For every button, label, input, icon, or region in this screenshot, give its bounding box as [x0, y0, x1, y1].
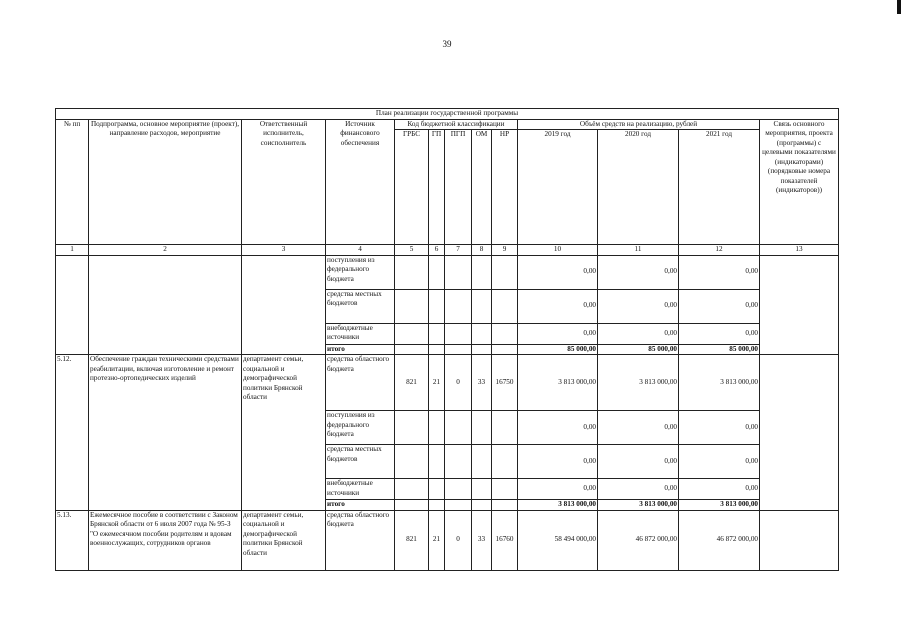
carry-name-cell: [89, 255, 242, 355]
amount-2019: 58 494 000,00: [518, 510, 598, 570]
om-cell: 33: [472, 510, 492, 570]
amount-2021: 0,00: [679, 445, 760, 479]
header-om: ОМ: [472, 130, 492, 245]
header-grbs: ГРБС: [395, 130, 429, 245]
grbs-cell: 821: [395, 510, 429, 570]
gp-cell: 21: [429, 355, 445, 411]
amount-2021: 46 872 000,00: [679, 510, 760, 570]
column-number: 7: [445, 245, 472, 256]
pgp-cell: 0: [445, 355, 472, 411]
amount-2021: 0,00: [679, 323, 760, 344]
amount-2020: 46 872 000,00: [598, 510, 679, 570]
header-subprogram: Подпрограмма, основное мероприятие (проект), направление расходов, мероприятие: [89, 119, 242, 245]
source-cell: средства местных бюджетов: [326, 445, 395, 479]
amount-2019: 0,00: [518, 255, 598, 289]
source-cell: внебюджетные источники: [326, 323, 395, 344]
amount-2019: 0,00: [518, 411, 598, 445]
total-2019: 3 813 000,00: [518, 500, 598, 511]
total-label: итого: [326, 344, 395, 355]
column-number: 10: [518, 245, 598, 256]
nr-cell: 16750: [492, 355, 518, 411]
item-executor: департамент семьи, социальной и демографической политики Брянской области: [242, 355, 326, 511]
header-pgp: ПГП: [445, 130, 472, 245]
amount-2019: 0,00: [518, 323, 598, 344]
header-indicator-link: Связь основного мероприятия, проекта (программы) с целевыми показателями (индикаторами) (порядковые номера показателей (индикаторов)): [760, 119, 839, 245]
amount-2021: 3 813 000,00: [679, 355, 760, 411]
amount-2019: 0,00: [518, 445, 598, 479]
column-number: 8: [472, 245, 492, 256]
amount-2020: 0,00: [598, 445, 679, 479]
amount-2021: 0,00: [679, 255, 760, 289]
page-number: 39: [442, 39, 452, 49]
table-row: [56, 510, 839, 570]
item-name: Ежемесячное пособие в соответствии с Законом Брянской области от 6 июля 2007 года № 95-З "О ежемесячном пособии родителям и вдовам военнослужащих, сотрудников органов: [89, 510, 242, 570]
header-volume: Объём средств на реализацию, рублей: [518, 119, 760, 130]
total-2019: 85 000,00: [518, 344, 598, 355]
total-2020: 3 813 000,00: [598, 500, 679, 511]
item-executor: департамент семьи, социальной и демографической политики Брянской области: [242, 510, 326, 570]
total-label: итого: [326, 500, 395, 511]
column-numbers-row: [56, 245, 839, 256]
amount-2020: 0,00: [598, 411, 679, 445]
column-number: 2: [89, 245, 242, 256]
gp-cell: 21: [429, 510, 445, 570]
header-gp: ГП: [429, 130, 445, 245]
item-num: 5.13.: [56, 510, 89, 570]
scan-edge-mark: [897, 0, 901, 14]
table-row: [56, 355, 839, 411]
pgp-cell: 0: [445, 510, 472, 570]
source-cell: поступления из федерального бюджета: [326, 411, 395, 445]
indicator-link-cell: [760, 355, 839, 511]
amount-2020: 0,00: [598, 255, 679, 289]
header-2019: 2019 год: [518, 130, 598, 245]
amount-2020: 0,00: [598, 479, 679, 500]
column-number: 9: [492, 245, 518, 256]
column-number: 12: [679, 245, 760, 256]
amount-2020: 0,00: [598, 323, 679, 344]
source-cell: средства местных бюджетов: [326, 289, 395, 323]
amount-2019: 0,00: [518, 289, 598, 323]
amount-2021: 0,00: [679, 411, 760, 445]
table-row: [56, 255, 839, 289]
source-cell: внебюджетные источники: [326, 479, 395, 500]
total-2021: 3 813 000,00: [679, 500, 760, 511]
om-cell: 33: [472, 355, 492, 411]
amount-2021: 0,00: [679, 289, 760, 323]
item-name: Обеспечение граждан техническими средствами реабилитации, включая изготовление и ремонт протезно-ортопедических изделий: [89, 355, 242, 511]
indicator-link-cell: [760, 255, 839, 355]
table-title-row: [56, 109, 839, 120]
header-row-1: [56, 119, 839, 130]
amount-2020: 0,00: [598, 289, 679, 323]
amount-2021: 0,00: [679, 479, 760, 500]
header-executor: Ответственный исполнитель, соисполнитель: [242, 119, 326, 245]
total-2021: 85 000,00: [679, 344, 760, 355]
column-number: 5: [395, 245, 429, 256]
header-num: № пп: [56, 119, 89, 245]
amount-2019: 3 813 000,00: [518, 355, 598, 411]
amount-2020: 3 813 000,00: [598, 355, 679, 411]
column-number: 11: [598, 245, 679, 256]
header-2020: 2020 год: [598, 130, 679, 245]
column-number: 3: [242, 245, 326, 256]
column-number: 4: [326, 245, 395, 256]
column-number: 1: [56, 245, 89, 256]
carry-executor-cell: [242, 255, 326, 355]
nr-cell: 16760: [492, 510, 518, 570]
header-budget-code: Код бюджетной классификации: [395, 119, 518, 130]
header-2021: 2021 год: [679, 130, 760, 245]
carry-num-cell: [56, 255, 89, 355]
column-number: 6: [429, 245, 445, 256]
item-num: 5.12.: [56, 355, 89, 511]
source-cell: средства областного бюджета: [326, 355, 395, 411]
header-source: Источник финансового обеспечения: [326, 119, 395, 245]
source-cell: поступления из федерального бюджета: [326, 255, 395, 289]
table-title: План реализации государственной программы: [56, 109, 839, 120]
amount-2019: 0,00: [518, 479, 598, 500]
indicator-link-cell: [760, 510, 839, 570]
column-number: 13: [760, 245, 839, 256]
grbs-cell: 821: [395, 355, 429, 411]
header-nr: НР: [492, 130, 518, 245]
program-plan-table: [55, 108, 839, 571]
source-cell: средства областного бюджета: [326, 510, 395, 570]
total-2020: 85 000,00: [598, 344, 679, 355]
